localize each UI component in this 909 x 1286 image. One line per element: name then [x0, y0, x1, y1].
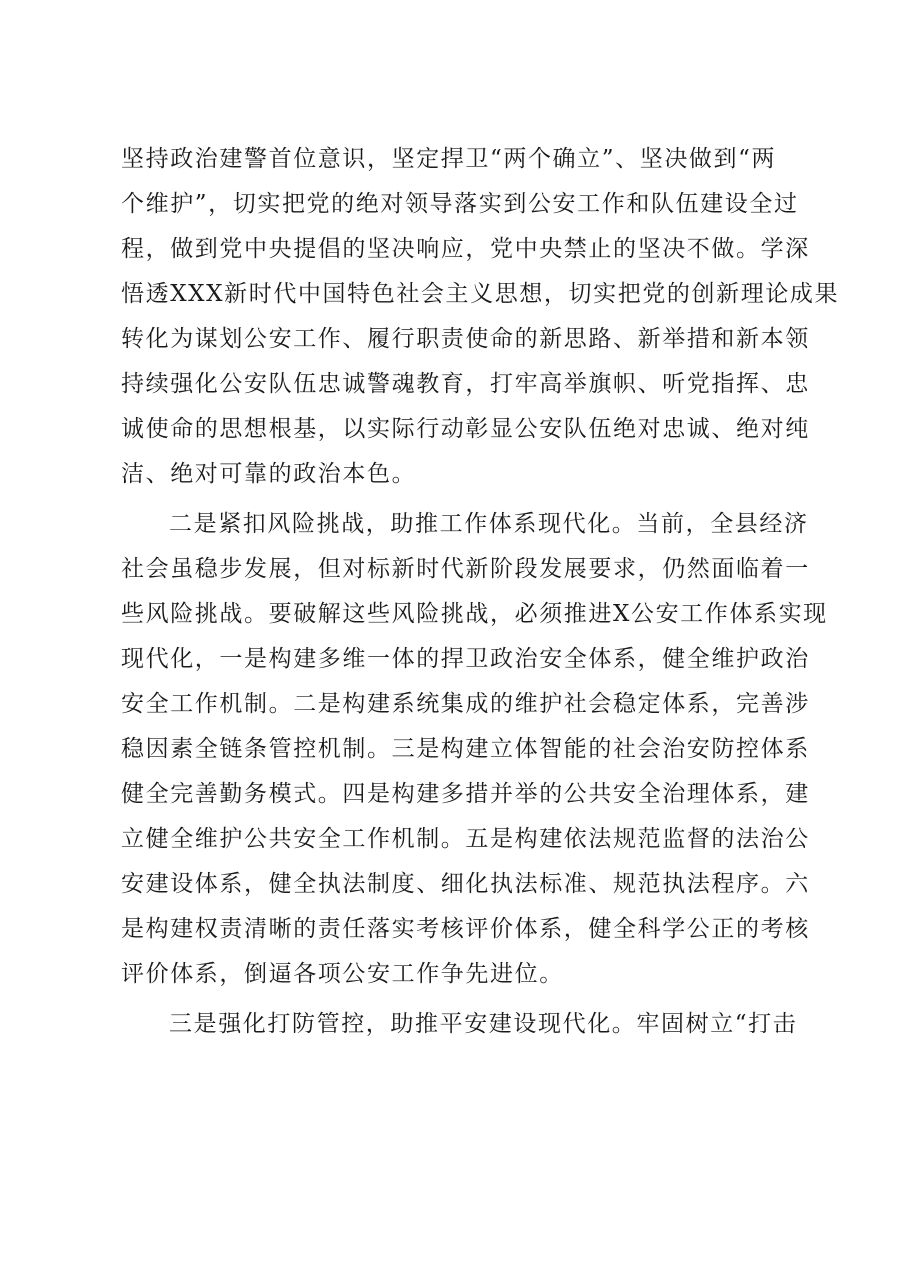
paragraph-2 [121, 502, 828, 997]
text-line: 二是紧扣风险挑战，助推工作体系现代化。当前，全县经济 [169, 511, 809, 537]
paragraph-1 [121, 137, 840, 497]
text-line: 立健全维护公共安全工作机制。五是构建依法规范监督的法治公 [121, 826, 810, 852]
text-line: 程，做到党中央提倡的坚决响应，党中央禁止的坚决不做。学深 [121, 236, 810, 262]
text-line: 现代化，一是构建多维一体的捍卫政治安全体系，健全维护政治 [121, 646, 810, 672]
text-line: 个维护”，切实把党的绝对领导落实到公安工作和队伍建设全过 [121, 191, 799, 217]
text-line: 安全工作机制。二是构建系统集成的维护社会稳定体系，完善涉 [121, 691, 810, 717]
text-line: 诚使命的思想根基，以实际行动彰显公安队伍绝对忠诚、绝对纯 [121, 416, 810, 442]
paragraph-3 [121, 1002, 801, 1047]
text-line: 健全完善勤务模式。四是构建多措并举的公共安全治理体系，建 [121, 781, 810, 807]
text-line: 是构建权责清晰的责任落实考核评价体系，健全科学公正的考核 [121, 916, 810, 942]
text-line: 评价体系，倒逼各项公安工作争先进位。 [121, 961, 564, 987]
text-line: 些风险挑战。要破解这些风险挑战，必须推进X公安工作体系实现 [121, 601, 828, 627]
text-line: 安建设体系，健全执法制度、细化执法标准、规范执法程序。六 [121, 871, 810, 897]
text-line: 稳因素全链条管控机制。三是构建立体智能的社会治安防控体系 [121, 736, 810, 762]
text-line: 悟透XXX新时代中国特色社会主义思想，切实把党的创新理论成果 [121, 281, 840, 307]
text-line: 社会虽稳步发展，但对标新时代新阶段发展要求，仍然面临着一 [121, 556, 810, 582]
text-line: 转化为谋划公安工作、履行职责使命的新思路、新举措和新本领 [121, 326, 810, 352]
text-line: 持续强化公安队伍忠诚警魂教育，打牢高举旗帜、听党指挥、忠 [121, 371, 810, 397]
text-line: 洁、绝对可靠的政治本色。 [121, 461, 417, 487]
text-line: 三是强化打防管控，助推平安建设现代化。牢固树立“打击 [169, 1011, 798, 1037]
document-body [121, 137, 840, 1047]
text-line: 坚持政治建警首位意识，坚定捍卫“两个确立”、坚决做到“两 [121, 146, 777, 172]
